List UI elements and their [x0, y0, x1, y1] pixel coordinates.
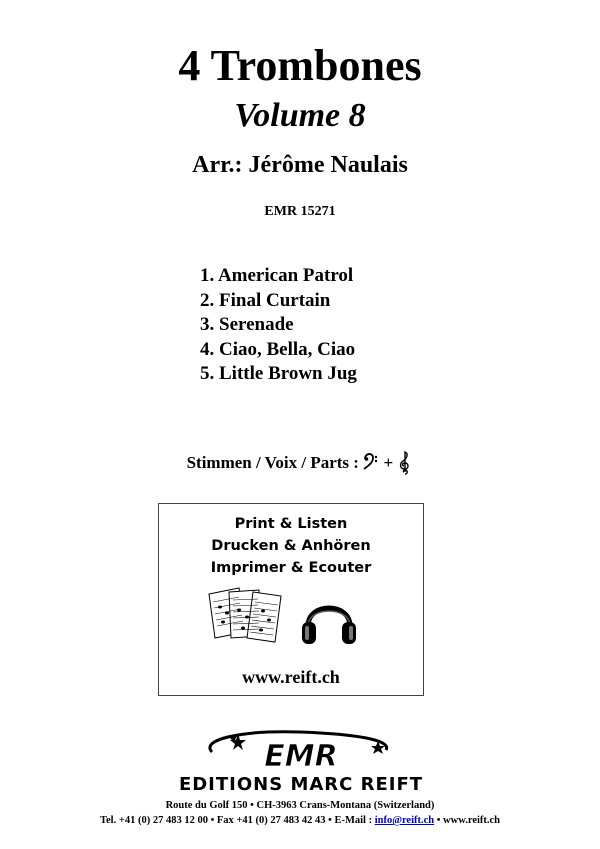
contact-website[interactable]: • www.reift.ch: [436, 815, 501, 826]
treble-clef-icon: [397, 450, 413, 476]
publisher-address: Route du Golf 150 • CH-3963 Crans-Montana (Switzerland): [165, 800, 435, 811]
logo-emr-text: EMR: [264, 739, 338, 774]
parts-plus: +: [383, 453, 394, 472]
score-title: 4 Trombones: [178, 41, 422, 90]
piece-item: 3. Serenade: [200, 314, 294, 335]
piece-item: 4. Ciao, Bella, Ciao: [200, 338, 356, 360]
publisher-contact: [0, 814, 600, 828]
headphones-icon: [300, 592, 358, 648]
piece-list: [200, 264, 357, 387]
box-line-german: Drucken & Anhören: [211, 538, 371, 554]
piece-item: 2. Final Curtain: [200, 289, 331, 311]
arranger: Arr.: Jérôme Naulais: [192, 152, 408, 178]
publisher-name: EDITIONS MARC REIFT: [178, 774, 424, 794]
print-listen-box: [158, 503, 424, 696]
parts-label: Stimmen / Voix / Parts :: [186, 453, 359, 472]
publisher-logo: [160, 722, 442, 794]
parts-line: [0, 450, 600, 476]
box-line-english: Print & Listen: [234, 516, 348, 532]
contact-phone-fax: Tel. +41 (0) 27 483 12 00 • Fax +41 (0) 27 483 42 43 • E-Mail :: [99, 815, 373, 826]
volume-subtitle: Volume 8: [234, 97, 366, 134]
email-link[interactable]: info@reift.ch: [374, 815, 435, 826]
sheet-music-icon: [205, 584, 289, 646]
piece-item: 5. Little Brown Jug: [200, 363, 357, 384]
website-link[interactable]: www.reift.ch: [242, 667, 340, 687]
box-line-french: Imprimer & Ecouter: [210, 560, 372, 576]
catalog-number: EMR 15271: [264, 204, 336, 219]
logo-emr-mark: [264, 739, 337, 774]
piece-item: 1. American Patrol: [200, 265, 354, 286]
bass-clef-icon: [363, 451, 379, 473]
